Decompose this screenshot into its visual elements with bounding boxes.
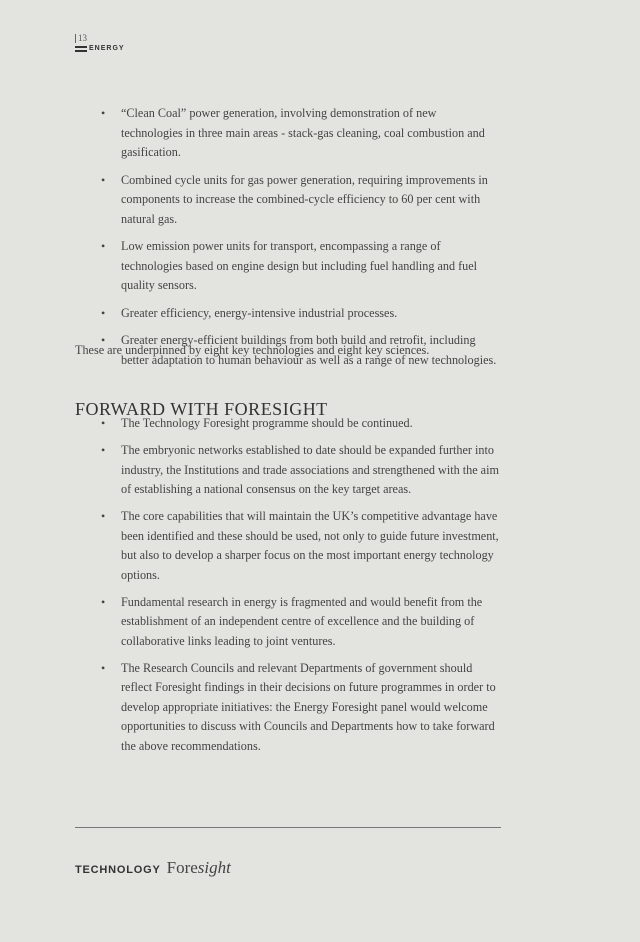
list-item: • Greater energy-efficient buildings from both build and retrofit, including better adaptation to human behaviour as well as a range of new technologies. — [101, 333, 497, 367]
bullet-icon: • — [101, 172, 106, 187]
list-item: • Greater efficiency, energy-intensive industrial processes. — [0, 304, 501, 324]
page-number: 13 — [75, 34, 125, 43]
recommendations-list — [0, 414, 640, 764]
bullet-icon: • — [101, 333, 106, 347]
footer-foresight-label: Foresight — [166, 858, 231, 877]
priority-list — [0, 104, 640, 378]
footer-divider — [75, 827, 501, 828]
bullet-icon: • — [101, 106, 106, 120]
bullet-icon: • — [101, 443, 106, 458]
summary-paragraph: These are underpinned by eight key technologies and eight key sciences. — [75, 343, 430, 357]
list-item: • The core capabilities that will maintain the UK’s competitive advantage have been identified and these should be used, not only to guide future investment, but also to develop a sharper focus on the most important energy technology options. — [101, 509, 499, 582]
list-item: • Low emission power units for transport, encompassing a range of technologies based on engine design but including fuel handling and fuel quality sensors. — [101, 239, 478, 292]
bullet-icon: • — [101, 416, 106, 430]
list-item: • Combined cycle units for gas power generation, requiring improvements in components to increase the combined-cycle efficiency to 60 per cent with natural gas. — [101, 172, 488, 226]
bullet-icon: • — [101, 305, 106, 320]
list-item: • The Research Councils and relevant Departments of government should reflect Foresight findings in their decisions on future programmes in order to develop appropriate initiatives: the Energy Foresight panel would welcome opportunities to discuss with Councils and Departments how to take forward the above recommendations. — [101, 660, 496, 753]
page-header — [75, 34, 125, 52]
section-marker — [75, 45, 125, 52]
list-item: • “Clean Coal” power generation, involving demonstration of new technologies in three main areas - stack-gas cleaning, coal combustion and gasification. — [101, 106, 485, 159]
section-label: ENERGY — [89, 45, 125, 52]
footer-logo — [75, 858, 231, 878]
bullet-icon: • — [101, 509, 106, 524]
list-item: • The embryonic networks established to date should be expanded further into industry, the Institutions and trade associations and strengthened with the aim of establishing a national consensus on the key target areas. — [101, 443, 499, 497]
list-item: • Fundamental research in energy is fragmented and would benefit from the establishment of an independent centre of excellence and the building of collaborative links leading to joint ventures. — [101, 594, 483, 648]
section-bars-icon — [75, 46, 87, 52]
list-item: • The Technology Foresight programme should be continued. — [0, 414, 501, 434]
footer-technology-label: TECHNOLOGY — [75, 864, 161, 876]
bullet-icon: • — [101, 660, 106, 675]
section-heading: FORWARD WITH FORESIGHT — [75, 398, 328, 419]
bullet-icon: • — [101, 594, 106, 609]
bullet-icon: • — [101, 239, 106, 253]
